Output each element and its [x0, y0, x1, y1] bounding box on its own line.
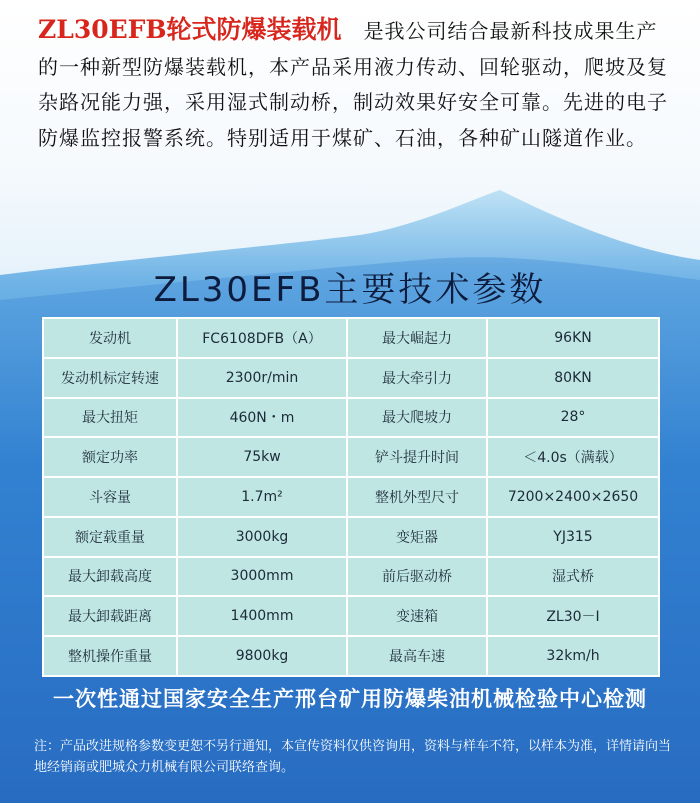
spec-row — [43, 557, 659, 597]
spec-row — [43, 596, 659, 636]
spec-label: 发动机 — [43, 318, 177, 358]
spec-table-title: ZL30EFB主要技术参数 — [153, 270, 547, 310]
spec-value: 3000kg — [177, 517, 347, 557]
spec-label: 铲斗提升时间 — [347, 437, 487, 477]
spec-row — [43, 398, 659, 438]
spec-value: ZL30－Ⅰ — [487, 596, 659, 636]
spec-label: 最大扭矩 — [43, 398, 177, 438]
intro-text: 是我公司结合最新科技成果生产的一种新型防爆装载机，本产品采用液力传动、回轮驱动，爬坡及复杂路况能力强，采用湿式制动桥，制动效果好安全可靠。先进的电子防爆监控报警系统。特别适用于煤矿、石油，各种矿山隧道作业。 — [38, 19, 668, 150]
spec-row — [43, 636, 659, 676]
spec-row — [43, 318, 659, 358]
spec-label: 整机外型尺寸 — [347, 477, 487, 517]
product-title: ZL30EFB轮式防爆装载机 — [38, 15, 342, 44]
spec-value: 28° — [487, 398, 659, 438]
spec-row — [43, 358, 659, 398]
spec-label: 最大牵引力 — [347, 358, 487, 398]
spec-row — [43, 517, 659, 557]
spec-row — [43, 477, 659, 517]
spec-label: 斗容量 — [43, 477, 177, 517]
spec-value: 1.7m² — [177, 477, 347, 517]
spec-label: 最高车速 — [347, 636, 487, 676]
spec-value: 32km/h — [487, 636, 659, 676]
spec-label: 发动机标定转速 — [43, 358, 177, 398]
spec-label: 最大爬坡力 — [347, 398, 487, 438]
spec-value: FC6108DFB（A） — [177, 318, 347, 358]
spec-label: 变矩器 — [347, 517, 487, 557]
spec-value: 80KN — [487, 358, 659, 398]
spec-value: 9800kg — [177, 636, 347, 676]
spec-value: 2300r/min — [177, 358, 347, 398]
spec-value: 460N・m — [177, 398, 347, 438]
spec-value: 75kw — [177, 437, 347, 477]
spec-value: 7200×2400×2650 — [487, 477, 659, 517]
spec-label: 最大卸载距离 — [43, 596, 177, 636]
spec-value: YJ315 — [487, 517, 659, 557]
spec-label: 变速箱 — [347, 596, 487, 636]
spec-label: 整机操作重量 — [43, 636, 177, 676]
spec-value: 3000mm — [177, 557, 347, 597]
spec-label: 额定载重量 — [43, 517, 177, 557]
spec-value: 1400mm — [177, 596, 347, 636]
spec-row — [43, 437, 659, 477]
certification-text: 一次性通过国家安全生产邢台矿用防爆柴油机械检验中心检测 — [53, 687, 647, 711]
spec-label: 最大崛起力 — [347, 318, 487, 358]
spec-label: 最大卸载高度 — [43, 557, 177, 597]
spec-label: 前后驱动桥 — [347, 557, 487, 597]
intro-paragraph — [38, 12, 678, 156]
disclaimer-note: 注：产品改进规格参数变更恕不另行通知，本宣传资料仅供咨询用，资料与样车不符，以样本为准，详情请向当地经销商或肥城众力机械有限公司联络查询。 — [34, 739, 672, 775]
spec-label: 额定功率 — [43, 437, 177, 477]
spec-table — [42, 317, 660, 677]
spec-value: 湿式桥 — [487, 557, 659, 597]
spec-value: ＜4.0s（满载） — [487, 437, 659, 477]
spec-value: 96KN — [487, 318, 659, 358]
